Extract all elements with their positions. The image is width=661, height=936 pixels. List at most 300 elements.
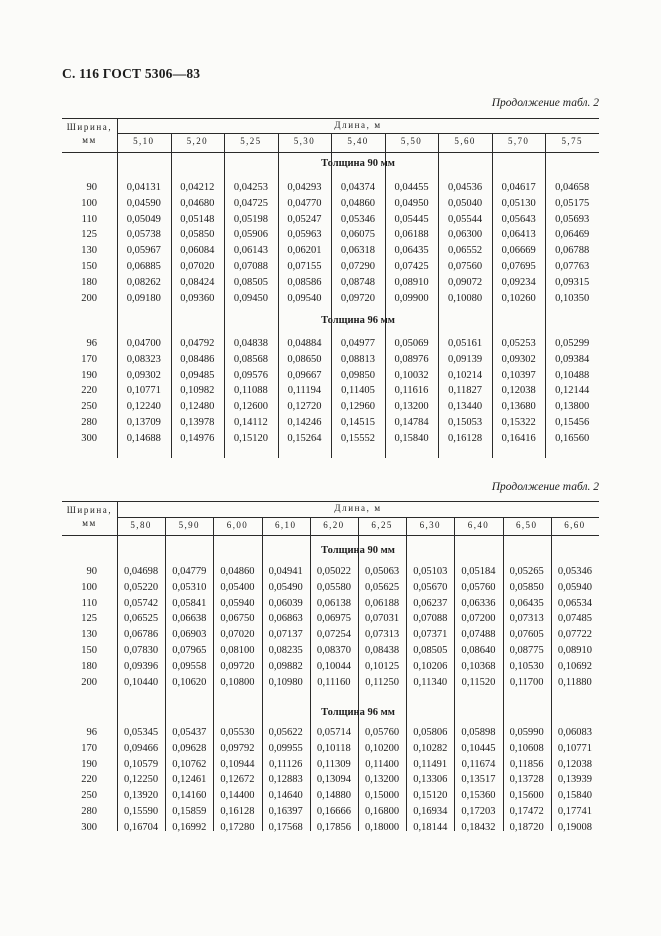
volume-value: 0,04253: [233, 182, 268, 193]
volume-value: 0,15360: [461, 790, 496, 802]
volume-value: 0,15120: [413, 790, 448, 802]
volume-value: 0,04680: [180, 197, 215, 209]
page-header: С. 116 ГОСТ 5306—83: [62, 66, 201, 81]
volume-value: 0,12250: [124, 774, 159, 786]
volume-value: 0,10350: [555, 292, 590, 304]
volume-value: 0,06201: [287, 245, 322, 257]
volume-value: 0,04779: [172, 566, 207, 577]
table-top-rule: [62, 501, 599, 502]
volume-value: 0,04617: [501, 182, 536, 193]
width-value: 300: [81, 821, 97, 833]
column-header: 6,40: [467, 520, 490, 530]
column-header: 6,10: [275, 520, 297, 530]
volume-value: 0,11309: [317, 758, 351, 770]
column-header: 5,70: [507, 136, 530, 146]
table-row: [62, 293, 599, 309]
volume-value: 0,15840: [394, 432, 429, 444]
table-row: [62, 677, 599, 693]
volume-value: 0,05940: [557, 581, 592, 593]
volume-value: 0,04455: [394, 182, 429, 193]
volume-value: 0,14880: [316, 790, 351, 802]
column-header: 6,30: [419, 520, 441, 530]
volume-value: 0,16560: [555, 432, 590, 444]
section-title: Толщина 90 мм: [321, 545, 395, 556]
volume-value: 0,04941: [268, 566, 303, 577]
volume-value: 0,04860: [340, 197, 376, 209]
volume-value: 0,09450: [233, 292, 268, 304]
volume-value: 0,12480: [180, 401, 215, 413]
volume-value: 0,08323: [126, 353, 161, 365]
volume-value: 0,07371: [413, 629, 448, 641]
volume-value: 0,08438: [365, 645, 400, 656]
header-divider: [117, 133, 599, 134]
volume-value: 0,10620: [172, 676, 207, 688]
volume-value: 0,04374: [340, 182, 376, 193]
volume-value: 0,06039: [268, 597, 303, 609]
volume-value: 0,06863: [268, 613, 303, 625]
volume-value: 0,06750: [220, 613, 255, 625]
volume-value: 0,05490: [268, 581, 303, 593]
column-header: 6,50: [516, 520, 538, 530]
volume-value: 0,06188: [365, 597, 400, 609]
volume-value: 0,09302: [126, 369, 161, 381]
volume-value: 0,08910: [557, 645, 592, 656]
volume-value: 0,17203: [461, 806, 496, 817]
volume-value: 0,06084: [180, 245, 215, 257]
volume-value: 0,11674: [461, 758, 496, 770]
volume-value: 0,15322: [501, 417, 536, 428]
volume-value: 0,15590: [124, 806, 159, 817]
width-value: 250: [81, 790, 97, 802]
volume-value: 0,17856: [316, 821, 351, 833]
volume-value: 0,09139: [448, 353, 483, 365]
width-value: 110: [81, 597, 97, 609]
volume-value: 0,07020: [220, 629, 255, 641]
volume-value: 0,09485: [180, 369, 215, 381]
table-row: [62, 613, 599, 629]
volume-value: 0,12038: [501, 385, 536, 397]
volume-value: 0,15840: [557, 790, 592, 802]
column-header: 6,00: [226, 520, 249, 530]
volume-value: 0,10762: [172, 758, 207, 770]
volume-value: 0,10440: [124, 676, 159, 688]
width-value: 150: [81, 645, 97, 656]
volume-value: 0,11616: [394, 385, 429, 397]
volume-value: 0,15456: [555, 417, 590, 428]
width-header: Ширина, мм: [66, 505, 113, 528]
volume-value: 0,18144: [413, 821, 448, 833]
table-row: [62, 661, 599, 677]
volume-value: 0,15264: [287, 432, 322, 444]
width-value: 170: [81, 742, 97, 754]
volume-value: 0,10980: [268, 676, 303, 688]
volume-value: 0,13306: [413, 774, 448, 786]
volume-value: 0,08505: [413, 645, 448, 656]
volume-value: 0,07313: [365, 629, 400, 641]
table-row: [62, 370, 599, 386]
volume-value: 0,06788: [555, 245, 590, 257]
volume-value: 0,04770: [287, 197, 322, 209]
volume-value: 0,12240: [126, 401, 161, 413]
volume-value: 0,13200: [394, 401, 429, 413]
volume-value: 0,10044: [316, 660, 351, 672]
volume-value: 0,11088: [234, 385, 268, 397]
volume-value: 0,15552: [340, 432, 376, 444]
table-row: [62, 417, 599, 433]
volume-value: 0,08586: [287, 276, 322, 288]
width-value: 90: [86, 182, 97, 193]
column-header: 5,40: [347, 136, 369, 146]
column-header: 6,20: [323, 520, 345, 530]
volume-value: 0,12144: [555, 385, 590, 397]
volume-value: 0,10488: [555, 369, 590, 381]
volume-value: 0,10944: [220, 758, 255, 770]
width-value: 200: [81, 292, 97, 304]
volume-value: 0,13978: [180, 417, 215, 428]
length-header: Длина, м: [334, 120, 382, 130]
volume-value: 0,05175: [555, 197, 590, 209]
volume-value: 0,15859: [172, 806, 207, 817]
table-row: [62, 261, 599, 277]
volume-value: 0,16992: [172, 821, 207, 833]
volume-value: 0,13517: [461, 774, 496, 786]
table-row: [62, 277, 599, 293]
volume-value: 0,05738: [126, 229, 161, 241]
volume-value: 0,09667: [287, 369, 322, 381]
volume-value: 0,14246: [287, 417, 322, 428]
volume-value: 0,10206: [413, 660, 448, 672]
volume-value: 0,07560: [448, 261, 483, 272]
volume-value: 0,10692: [557, 660, 592, 672]
data-table-1: [62, 118, 599, 458]
table-row: [62, 354, 599, 370]
volume-value: 0,17568: [268, 821, 303, 833]
volume-value: 0,05049: [126, 213, 161, 225]
volume-value: 0,09558: [172, 660, 207, 672]
volume-value: 0,06188: [394, 229, 429, 241]
width-value: 130: [81, 629, 97, 641]
table-row: [62, 743, 599, 759]
volume-value: 0,04884: [287, 338, 322, 349]
volume-value: 0,05906: [233, 229, 268, 241]
volume-value: 0,07254: [316, 629, 351, 641]
section-title: Толщина 96 мм: [321, 315, 395, 326]
width-value: 96: [86, 338, 97, 349]
volume-value: 0,05990: [509, 727, 544, 738]
data-table-2: [62, 501, 599, 831]
volume-value: 0,11194: [287, 385, 322, 397]
volume-value: 0,10982: [180, 385, 215, 397]
column-header: 5,50: [400, 136, 423, 146]
volume-value: 0,12600: [233, 401, 268, 413]
width-value: 96: [86, 727, 97, 738]
volume-value: 0,05103: [413, 566, 448, 577]
continuation-label-1: Продолжение табл. 2: [491, 97, 599, 109]
volume-value: 0,09072: [448, 276, 483, 288]
volume-value: 0,04725: [233, 197, 268, 209]
volume-value: 0,09302: [501, 353, 536, 365]
width-value: 200: [81, 676, 97, 688]
volume-value: 0,06525: [124, 613, 159, 625]
volume-value: 0,04590: [126, 197, 161, 209]
volume-value: 0,05400: [220, 581, 255, 593]
volume-value: 0,08235: [268, 645, 303, 656]
volume-value: 0,07605: [509, 629, 544, 641]
column-header: 5,20: [186, 136, 208, 146]
volume-value: 0,05850: [509, 581, 544, 593]
volume-value: 0,05445: [394, 213, 429, 225]
volume-value: 0,05069: [394, 338, 429, 349]
volume-value: 0,06638: [172, 613, 207, 625]
width-value: 100: [81, 581, 97, 593]
volume-value: 0,04293: [287, 182, 322, 193]
volume-value: 0,11126: [269, 758, 303, 770]
volume-value: 0,09882: [268, 660, 303, 672]
volume-value: 0,11400: [365, 758, 399, 770]
width-value: 280: [81, 806, 97, 817]
width-value: 90: [86, 566, 97, 577]
section-title: Толщина 90 мм: [321, 158, 395, 169]
volume-value: 0,10368: [461, 660, 496, 672]
volume-value: 0,06300: [448, 229, 483, 241]
column-header: 6,60: [564, 520, 586, 530]
volume-value: 0,04860: [220, 566, 255, 577]
volume-value: 0,07425: [394, 261, 429, 272]
volume-value: 0,07488: [461, 629, 496, 641]
volume-value: 0,15120: [233, 432, 268, 444]
volume-value: 0,14976: [180, 432, 215, 444]
volume-value: 0,07830: [124, 645, 159, 656]
volume-value: 0,08748: [340, 276, 376, 288]
volume-value: 0,06885: [126, 261, 161, 272]
volume-value: 0,16934: [413, 806, 448, 817]
volume-value: 0,05198: [233, 213, 268, 225]
volume-value: 0,13200: [365, 774, 400, 786]
volume-value: 0,05580: [316, 581, 351, 593]
volume-value: 0,08505: [233, 276, 268, 288]
width-value: 180: [81, 276, 97, 288]
volume-value: 0,17741: [557, 806, 592, 817]
width-value: 110: [81, 213, 97, 225]
volume-value: 0,15053: [448, 417, 483, 428]
volume-value: 0,09900: [394, 292, 429, 304]
volume-value: 0,05806: [413, 727, 448, 738]
width-value: 220: [81, 774, 97, 786]
width-value: 250: [81, 401, 97, 413]
column-header: 5,30: [293, 136, 316, 146]
volume-value: 0,11405: [341, 385, 375, 397]
volume-value: 0,07088: [413, 613, 448, 625]
volume-value: 0,09720: [340, 292, 376, 304]
column-header-rule: [62, 535, 599, 536]
volume-value: 0,11856: [509, 758, 544, 770]
volume-value: 0,11491: [413, 758, 448, 770]
volume-value: 0,04950: [394, 197, 429, 209]
volume-value: 0,06075: [340, 229, 376, 241]
volume-value: 0,05184: [461, 566, 496, 577]
volume-value: 0,13709: [126, 417, 161, 428]
volume-value: 0,05693: [555, 213, 590, 225]
volume-value: 0,13800: [555, 401, 590, 413]
width-value: 170: [81, 353, 97, 365]
volume-value: 0,06786: [124, 629, 159, 641]
width-value: 150: [81, 261, 97, 272]
volume-value: 0,11827: [448, 385, 482, 397]
volume-value: 0,04698: [124, 566, 159, 577]
volume-value: 0,08486: [180, 353, 215, 365]
volume-value: 0,05299: [555, 338, 590, 349]
volume-value: 0,05625: [365, 581, 400, 593]
volume-value: 0,16416: [501, 432, 536, 444]
table-row: [62, 727, 599, 743]
column-header: 6,25: [371, 520, 393, 530]
width-value: 300: [81, 432, 97, 444]
volume-value: 0,05850: [180, 229, 215, 241]
volume-value: 0,08640: [461, 645, 496, 656]
volume-value: 0,11880: [558, 676, 592, 688]
volume-value: 0,08910: [394, 276, 429, 288]
table-row: [62, 566, 599, 582]
volume-value: 0,07695: [501, 261, 536, 272]
volume-value: 0,07137: [268, 629, 303, 641]
volume-value: 0,05063: [365, 566, 400, 577]
volume-value: 0,08976: [394, 353, 429, 365]
volume-value: 0,14160: [172, 790, 207, 802]
volume-value: 0,13680: [501, 401, 536, 413]
table-row: [62, 582, 599, 598]
volume-value: 0,10214: [448, 369, 483, 381]
volume-value: 0,14515: [340, 417, 376, 428]
volume-value: 0,10530: [509, 660, 544, 672]
volume-value: 0,06138: [316, 597, 351, 609]
volume-value: 0,10260: [501, 292, 536, 304]
volume-value: 0,08370: [316, 645, 351, 656]
table-row: [62, 822, 599, 838]
column-header: 5,10: [133, 136, 155, 146]
volume-value: 0,12960: [340, 401, 376, 413]
column-header: 5,90: [178, 520, 200, 530]
volume-value: 0,12038: [557, 758, 592, 770]
width-value: 180: [81, 660, 97, 672]
width-value: 280: [81, 417, 97, 428]
volume-value: 0,16128: [220, 806, 255, 817]
volume-value: 0,05670: [413, 581, 448, 593]
volume-value: 0,08650: [287, 353, 322, 365]
volume-value: 0,13094: [316, 774, 351, 786]
volume-value: 0,10579: [124, 758, 159, 770]
volume-value: 0,09180: [126, 292, 161, 304]
volume-value: 0,04838: [233, 338, 268, 349]
volume-value: 0,05963: [287, 229, 322, 241]
table-row: [62, 245, 599, 261]
volume-value: 0,06469: [555, 229, 590, 241]
volume-value: 0,19008: [557, 821, 592, 833]
volume-value: 0,07763: [555, 261, 590, 272]
volume-value: 0,09720: [220, 660, 255, 672]
volume-value: 0,10771: [557, 742, 592, 754]
table-row: [62, 385, 599, 401]
volume-value: 0,18432: [461, 821, 496, 833]
table-row: [62, 229, 599, 245]
continuation-label-2: Продолжение табл. 2: [491, 481, 599, 493]
column-header: 5,25: [240, 136, 262, 146]
volume-value: 0,07155: [287, 261, 322, 272]
width-value: 125: [81, 229, 97, 241]
column-header: 5,80: [130, 520, 152, 530]
width-header: Ширина, мм: [66, 122, 113, 145]
volume-value: 0,15600: [509, 790, 544, 802]
table-row: [62, 629, 599, 645]
table-row: [62, 401, 599, 417]
volume-value: 0,05130: [501, 197, 536, 209]
volume-value: 0,13728: [509, 774, 544, 786]
volume-value: 0,13920: [124, 790, 159, 802]
volume-value: 0,05643: [501, 213, 536, 225]
volume-value: 0,05310: [172, 581, 207, 593]
volume-value: 0,07200: [461, 613, 496, 625]
volume-value: 0,15000: [365, 790, 400, 802]
volume-value: 0,10282: [413, 742, 448, 754]
volume-value: 0,18720: [509, 821, 544, 833]
table-row: [62, 645, 599, 661]
volume-value: 0,06318: [340, 245, 376, 257]
volume-value: 0,05346: [557, 566, 592, 577]
volume-value: 0,06083: [557, 727, 592, 738]
volume-value: 0,14640: [268, 790, 303, 802]
volume-value: 0,11160: [317, 676, 351, 688]
table-row: [62, 182, 599, 198]
volume-value: 0,05760: [461, 581, 496, 593]
volume-value: 0,04977: [340, 338, 376, 349]
volume-value: 0,12672: [220, 774, 255, 786]
width-value: 130: [81, 245, 97, 257]
length-header: Длина, м: [334, 503, 382, 513]
table-row: [62, 598, 599, 614]
volume-value: 0,06552: [448, 245, 483, 257]
volume-value: 0,05345: [124, 727, 159, 738]
volume-value: 0,04658: [555, 182, 590, 193]
volume-value: 0,05622: [268, 727, 303, 738]
volume-value: 0,09466: [124, 742, 159, 754]
table-row: [62, 433, 599, 449]
volume-value: 0,16704: [124, 821, 159, 833]
volume-value: 0,11250: [365, 676, 399, 688]
volume-value: 0,05742: [124, 597, 159, 609]
volume-value: 0,12720: [287, 401, 322, 413]
volume-value: 0,12461: [172, 774, 207, 786]
table-row: [62, 198, 599, 214]
volume-value: 0,10125: [365, 660, 400, 672]
volume-value: 0,05967: [126, 245, 161, 257]
volume-value: 0,04131: [126, 182, 161, 193]
volume-value: 0,07020: [180, 261, 215, 272]
volume-value: 0,16666: [316, 806, 351, 817]
volume-value: 0,07088: [233, 261, 268, 272]
volume-value: 0,11700: [509, 676, 544, 688]
volume-value: 0,11340: [413, 676, 448, 688]
volume-value: 0,05022: [316, 566, 351, 577]
volume-value: 0,06435: [509, 597, 544, 609]
volume-value: 0,09955: [268, 742, 303, 754]
volume-value: 0,05437: [172, 727, 207, 738]
volume-value: 0,05247: [287, 213, 322, 225]
volume-value: 0,09850: [340, 369, 376, 381]
volume-value: 0,05714: [316, 727, 351, 738]
width-value: 220: [81, 385, 97, 397]
volume-value: 0,10032: [394, 369, 429, 381]
volume-value: 0,07485: [557, 613, 592, 625]
width-value: 190: [81, 758, 97, 770]
